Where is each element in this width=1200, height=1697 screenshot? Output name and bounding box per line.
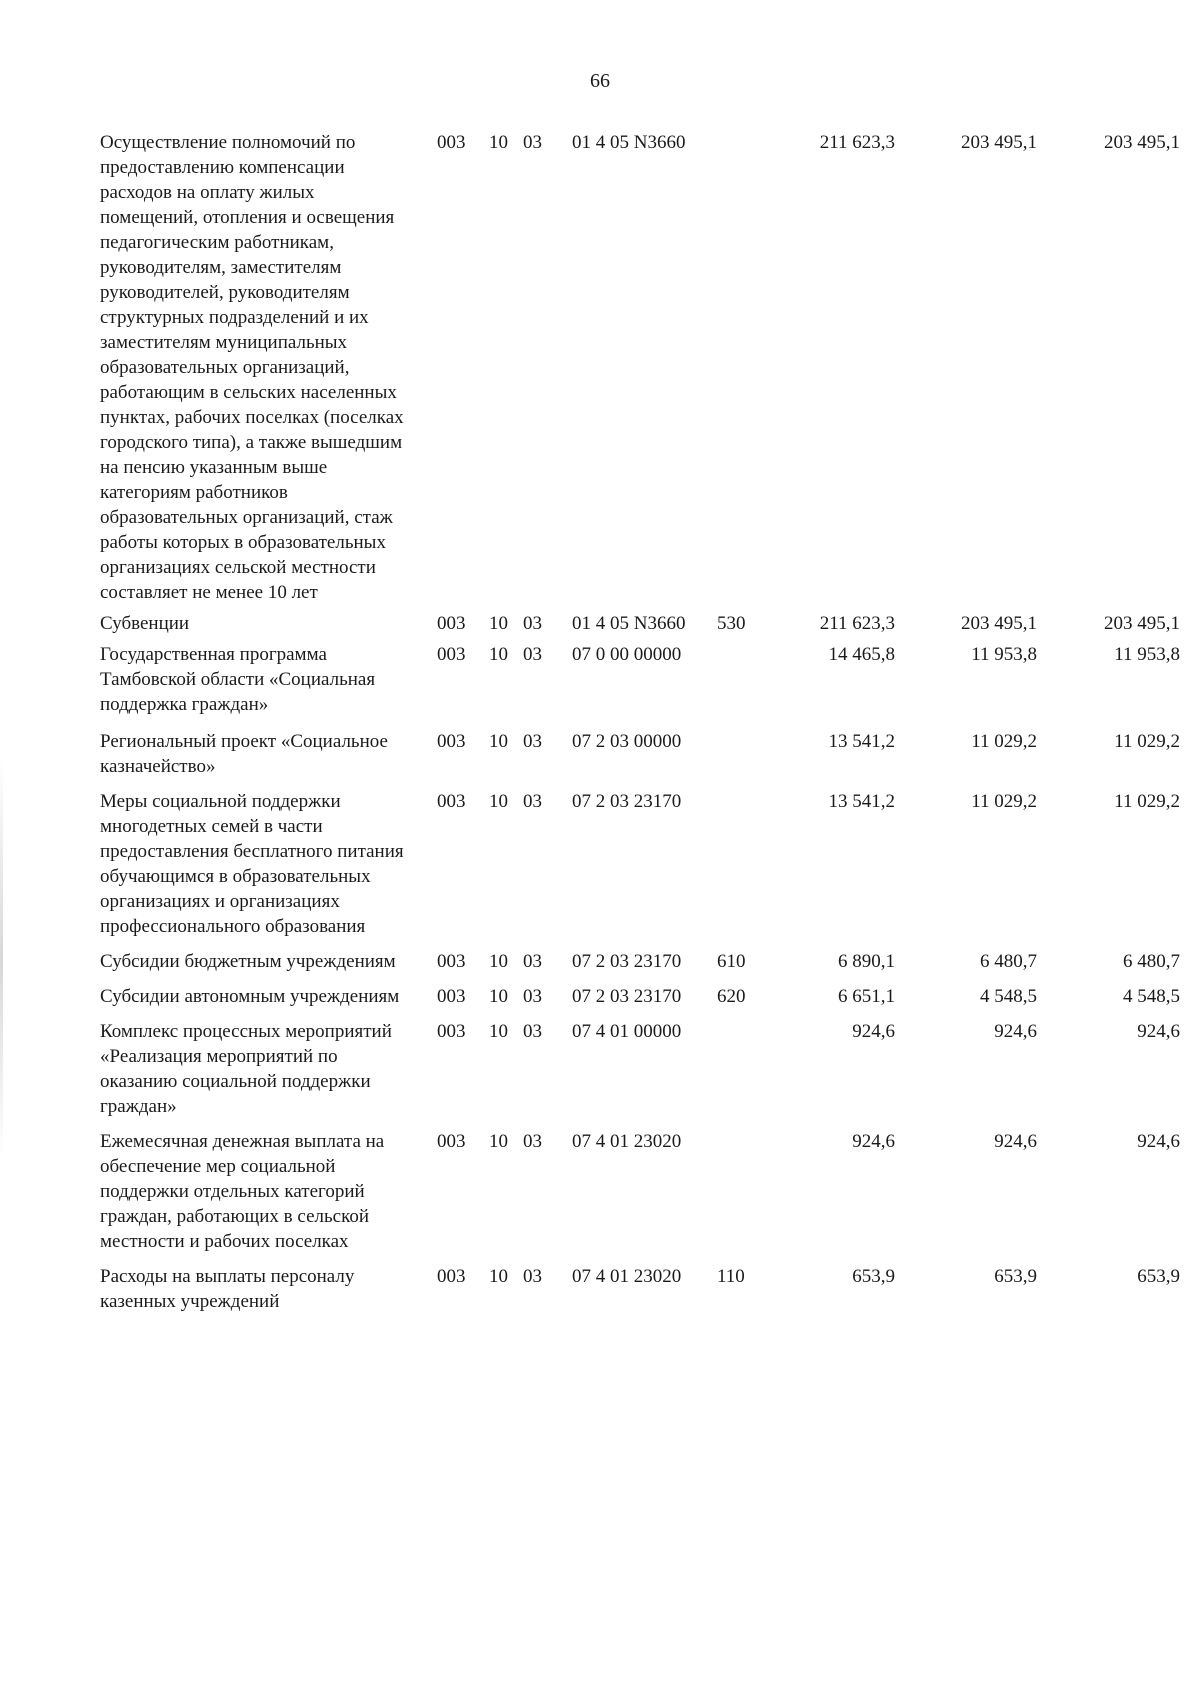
budget-table (0, 130, 1200, 1314)
row-sum-year3: 4 548,5 (1123, 986, 1180, 1007)
table-row (0, 1019, 1200, 1119)
row-section: 10 (489, 132, 508, 153)
row-sum-year3: 6 480,7 (1123, 951, 1180, 972)
row-section: 10 (489, 613, 508, 634)
row-section: 10 (489, 951, 508, 972)
row-target-code: 07 4 01 23020 (572, 1266, 682, 1287)
table-row (0, 130, 1200, 605)
row-section: 10 (489, 644, 508, 665)
row-subsection: 03 (523, 731, 542, 752)
row-ministry: 003 (437, 1266, 466, 1287)
row-ministry: 003 (437, 613, 466, 634)
row-sum-year2: 203 495,1 (961, 132, 1037, 153)
row-name: Субсидии бюджетным учреждениям (100, 951, 396, 972)
row-subsection: 03 (523, 951, 542, 972)
row-section: 10 (489, 1266, 508, 1287)
row-sum-year1: 924,6 (852, 1021, 895, 1042)
row-expense-type: 530 (717, 613, 746, 634)
row-sum-year1: 6 890,1 (838, 951, 895, 972)
row-expense-type: 610 (717, 951, 746, 972)
row-name: Расходы на выплаты персоналу казенных учреждений (100, 1266, 355, 1312)
row-sum-year2: 203 495,1 (961, 613, 1037, 634)
table-row (0, 729, 1200, 779)
row-section: 10 (489, 791, 508, 812)
row-sum-year2: 924,6 (994, 1131, 1037, 1152)
row-sum-year2: 11 029,2 (971, 791, 1037, 812)
row-sum-year3: 203 495,1 (1104, 132, 1180, 153)
row-name: Региональный проект «Социальное казначейство» (100, 731, 388, 777)
table-row (0, 1264, 1200, 1314)
row-subsection: 03 (523, 986, 542, 1007)
row-name: Комплекс процессных мероприятий «Реализация мероприятий по оказанию социальной поддержки граждан» (100, 1021, 392, 1117)
row-sum-year3: 11 029,2 (1114, 791, 1180, 812)
row-target-code: 07 2 03 23170 (572, 986, 682, 1007)
row-ministry: 003 (437, 986, 466, 1007)
row-sum-year2: 11 953,8 (971, 644, 1037, 665)
row-section: 10 (489, 731, 508, 752)
row-subsection: 03 (523, 1131, 542, 1152)
row-sum-year2: 6 480,7 (980, 951, 1037, 972)
row-target-code: 07 0 00 00000 (572, 644, 682, 665)
row-target-code: 07 4 01 23020 (572, 1131, 682, 1152)
row-expense-type: 620 (717, 986, 746, 1007)
row-expense-type: 110 (717, 1266, 745, 1287)
row-sum-year2: 11 029,2 (971, 731, 1037, 752)
page-number: 66 (590, 70, 610, 92)
table-row (0, 949, 1200, 974)
row-sum-year2: 924,6 (994, 1021, 1037, 1042)
row-name: Субвенции (100, 613, 190, 634)
row-sum-year3: 11 953,8 (1114, 644, 1180, 665)
table-row (0, 1129, 1200, 1254)
row-name: Ежемесячная денежная выплата на обеспечение мер социальной поддержки отдельных категорий граждан, работающих в сельской местности и рабочих поселках (100, 1131, 385, 1252)
row-ministry: 003 (437, 731, 466, 752)
row-sum-year3: 924,6 (1137, 1131, 1180, 1152)
row-subsection: 03 (523, 644, 542, 665)
row-ministry: 003 (437, 1131, 466, 1152)
row-sum-year1: 653,9 (852, 1266, 895, 1287)
table-row (0, 984, 1200, 1009)
row-sum-year3: 653,9 (1137, 1266, 1180, 1287)
row-name: Государственная программа Тамбовской области «Социальная поддержка граждан» (100, 644, 376, 715)
row-sum-year2: 653,9 (994, 1266, 1037, 1287)
row-target-code: 01 4 05 N3660 (572, 132, 686, 153)
row-sum-year2: 4 548,5 (980, 986, 1037, 1007)
table-row (0, 611, 1200, 636)
row-sum-year3: 203 495,1 (1104, 613, 1180, 634)
row-ministry: 003 (437, 132, 466, 153)
table-row (0, 789, 1200, 939)
row-sum-year1: 924,6 (852, 1131, 895, 1152)
row-ministry: 003 (437, 951, 466, 972)
row-target-code: 07 4 01 00000 (572, 1021, 682, 1042)
row-sum-year1: 211 623,3 (819, 132, 895, 153)
row-sum-year1: 13 541,2 (828, 731, 895, 752)
row-target-code: 01 4 05 N3660 (572, 613, 686, 634)
row-target-code: 07 2 03 23170 (572, 951, 682, 972)
row-subsection: 03 (523, 791, 542, 812)
row-section: 10 (489, 986, 508, 1007)
row-section: 10 (489, 1021, 508, 1042)
row-sum-year1: 211 623,3 (819, 613, 895, 634)
row-target-code: 07 2 03 23170 (572, 791, 682, 812)
row-target-code: 07 2 03 00000 (572, 731, 682, 752)
row-ministry: 003 (437, 791, 466, 812)
row-name: Меры социальной поддержки многодетных семей в части предоставления бесплатного питания обучающимся в образовательных организациях и организациях профессионального образования (100, 791, 404, 937)
row-subsection: 03 (523, 613, 542, 634)
row-sum-year3: 11 029,2 (1114, 731, 1180, 752)
scan-edge-artifact (0, 760, 3, 1160)
row-name: Осуществление полномочий по предоставлению компенсации расходов на оплату жилых помещений, отопления и освещения педагогическим работникам, руководителям, заместителям руководителей, руководителям структурных подразделений и их заместителям муниципальных образовательных организаций, работающим в сельских населенных пунктах, рабочих поселках (поселках городского типа), а также вышедшим на пенсию указанным выше категориям работников образовательных организаций, стаж работы которых в образовательных организациях сельской местности составляет не менее 10 лет (100, 132, 404, 603)
row-ministry: 003 (437, 644, 466, 665)
row-sum-year1: 14 465,8 (828, 644, 895, 665)
row-subsection: 03 (523, 1021, 542, 1042)
row-subsection: 03 (523, 132, 542, 153)
row-section: 10 (489, 1131, 508, 1152)
table-row (0, 642, 1200, 717)
row-sum-year3: 924,6 (1137, 1021, 1180, 1042)
row-sum-year1: 6 651,1 (838, 986, 895, 1007)
row-subsection: 03 (523, 1266, 542, 1287)
row-name: Субсидии автономным учреждениям (100, 986, 400, 1007)
row-ministry: 003 (437, 1021, 466, 1042)
row-sum-year1: 13 541,2 (828, 791, 895, 812)
